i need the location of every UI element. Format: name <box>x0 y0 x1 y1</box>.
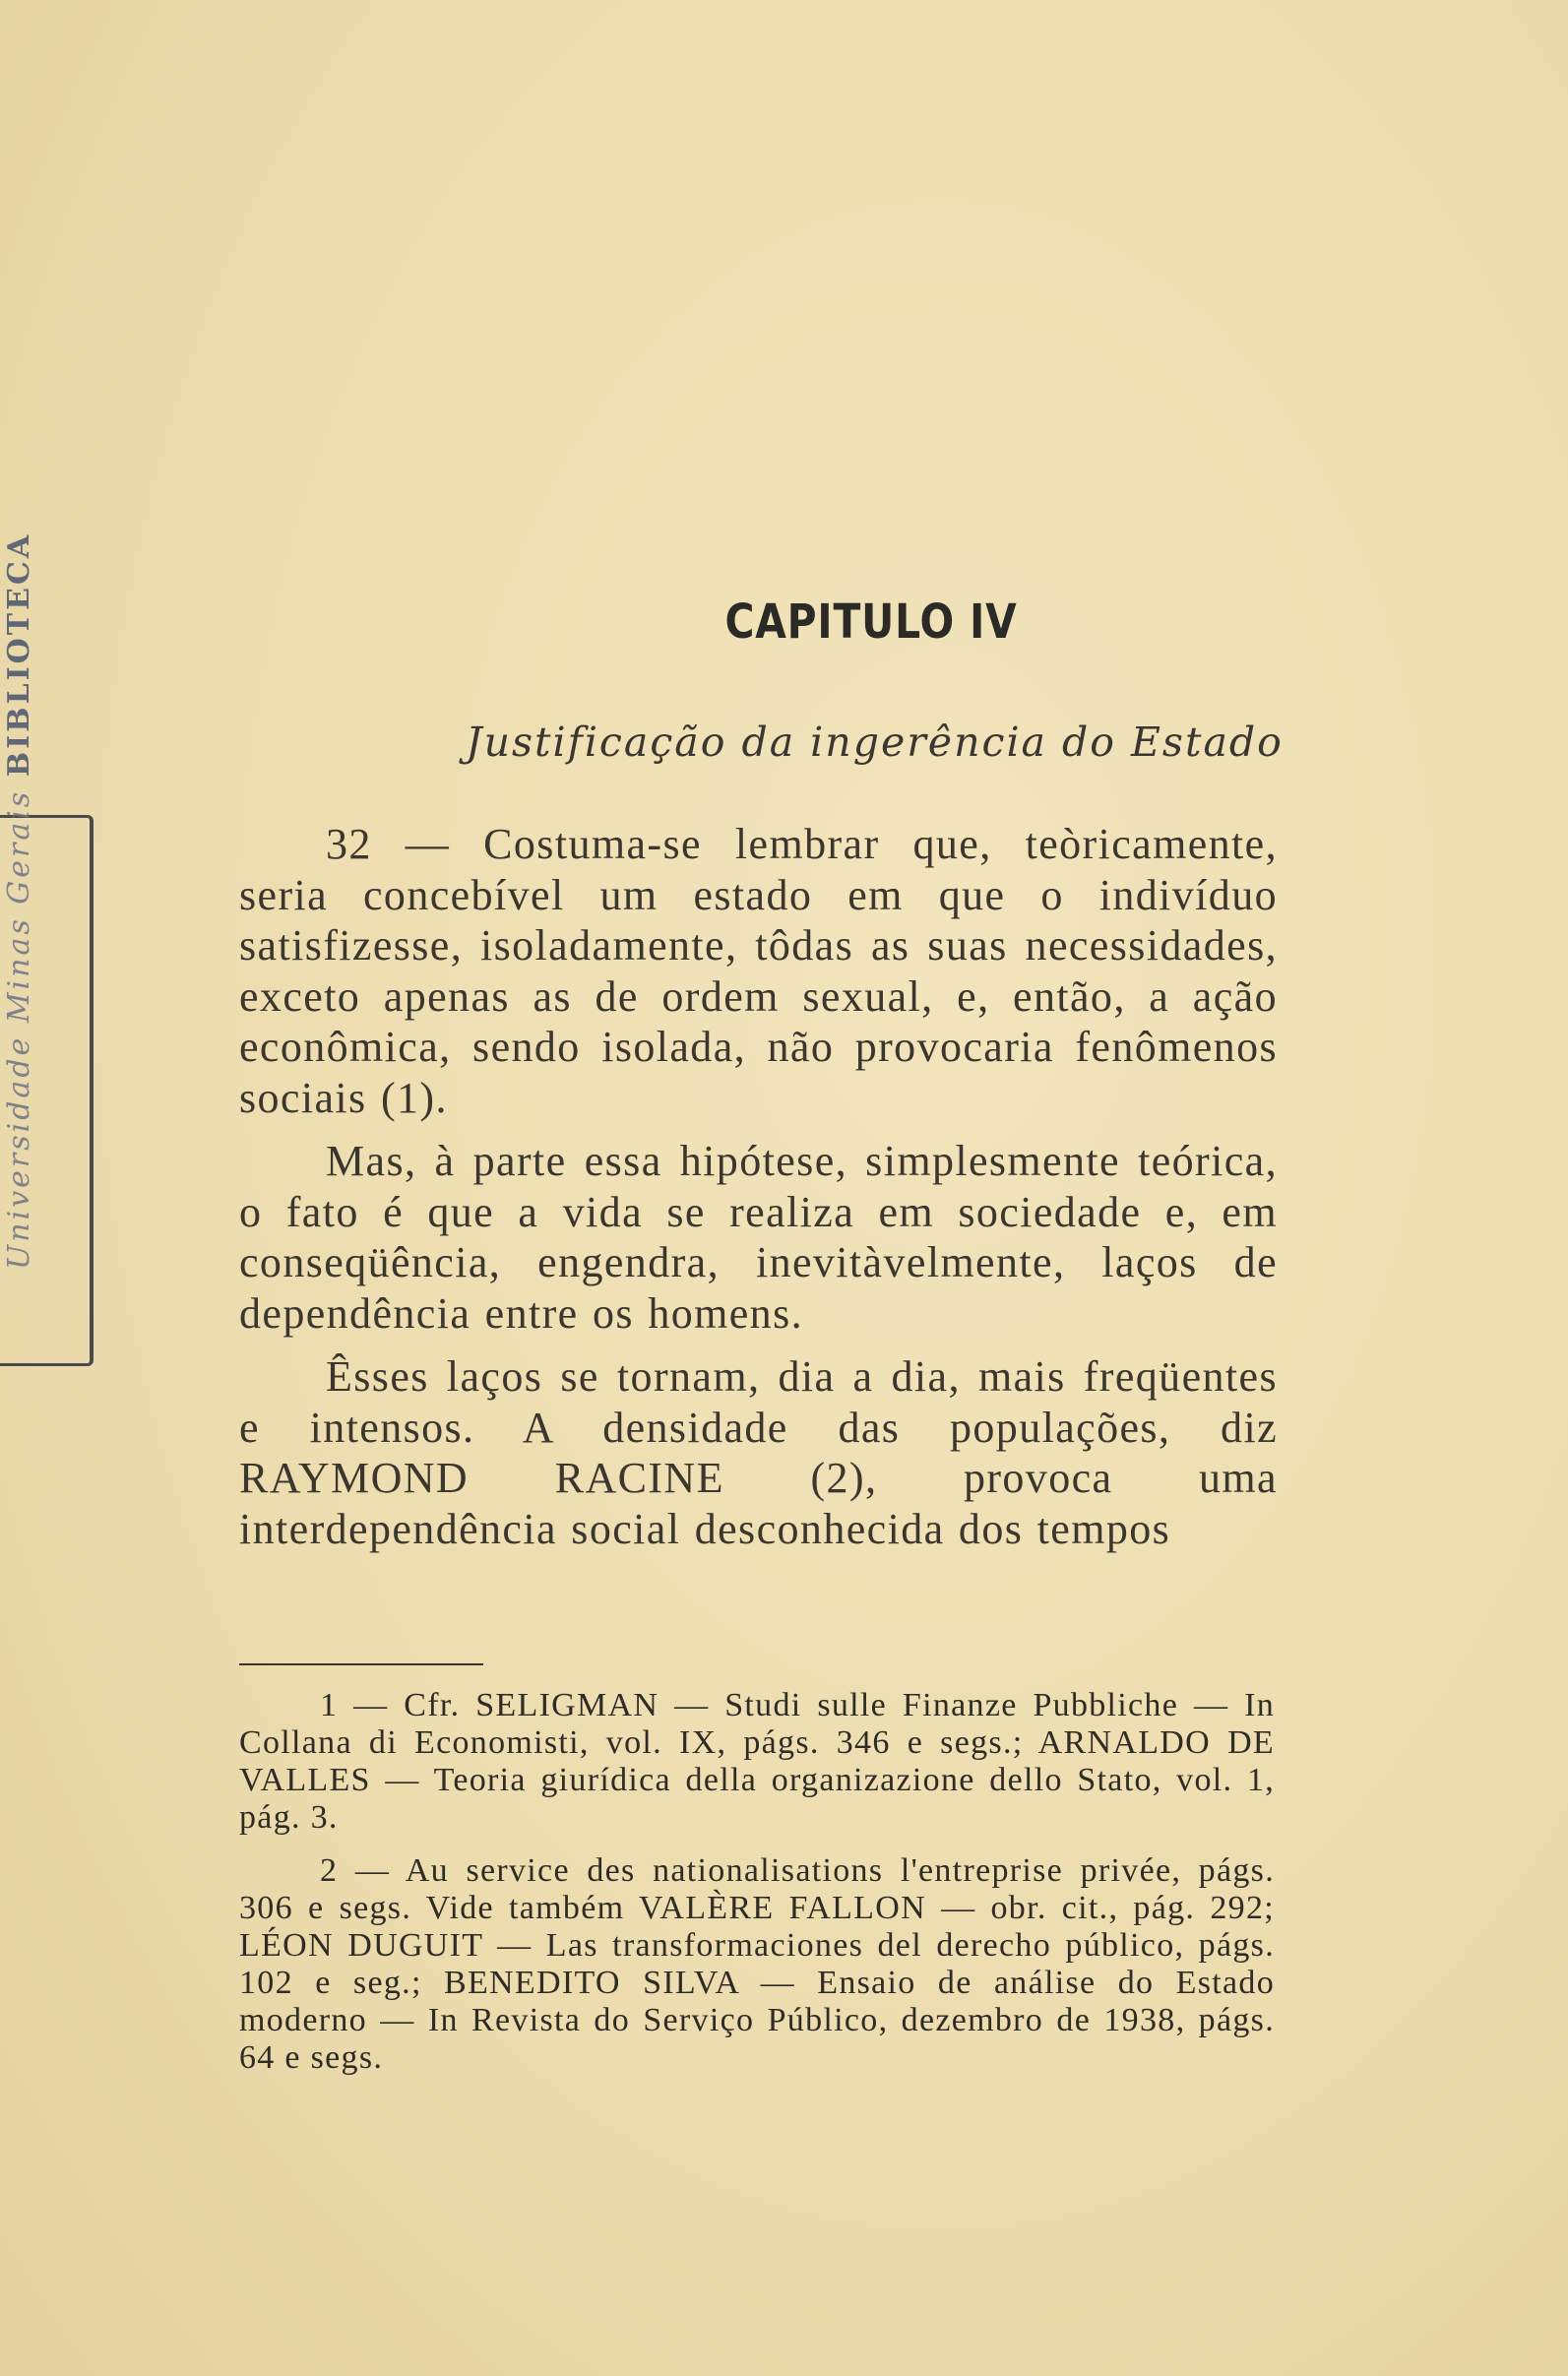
footnote: 1 — Cfr. SELIGMAN — Studi sulle Finanze Pubbliche — In Collana di Economisti, vol. IX, págs. 346 e segs.; ARNALDO DE VALLES — Teoria giurídica della organizazione dello Stato, vol. 1, pág. 3. <box>239 1687 1275 1836</box>
footnote-divider <box>239 1663 483 1665</box>
stamp-library-text: BIBLIOTECA <box>2 531 36 778</box>
chapter-title-text: CAPITULO IV <box>724 594 1018 650</box>
chapter-title <box>131 594 1464 650</box>
paragraph: Êsses laços se tornam, dia a dia, mais freqüentes e intensos. A densidade das populações, diz RAYMOND RACINE (2), provoca uma interdependência social desconhecida dos tempos <box>239 1352 1278 1553</box>
footnotes <box>239 1687 1275 2093</box>
paragraph: 32 — Costuma-se lembrar que, teòricamente, seria concebível um estado em que o indivíduo satisfizesse, isoladamente, tôdas as suas necessidades, exceto apenas as de ordem sexual, e, então, a ação econômica, sendo isolada, não provocaria fenômenos sociais (1). <box>239 820 1278 1122</box>
library-stamp-text <box>2 532 36 1270</box>
body-text <box>239 819 1278 1567</box>
footnote: 2 — Au service des nationalisations l'entreprise privée, págs. 306 e segs. Vide também VALÈRE FALLON — obr. cit., pág. 292; LÉON DUGUIT — Las transformaciones del derecho público, págs. 102 e seg.; BENEDITO SILVA — Ensaio de análise do Estado moderno — In Revista do Serviço Público, dezembro de 1938, págs. 64 e segs. <box>239 1852 1275 2076</box>
chapter-subtitle <box>0 719 1568 766</box>
chapter-subtitle-text: Justificação da ingerência do Estado <box>466 719 1284 766</box>
paragraph: Mas, à parte essa hipótese, simplesmente teórica, o fato é que a vida se realiza em sociedade e, em conseqüência, engendra, inevitàvelmente, laços de dependência entre os homens. <box>239 1137 1278 1338</box>
stamp-university-text: Universidade Minas Gerais <box>2 788 36 1270</box>
